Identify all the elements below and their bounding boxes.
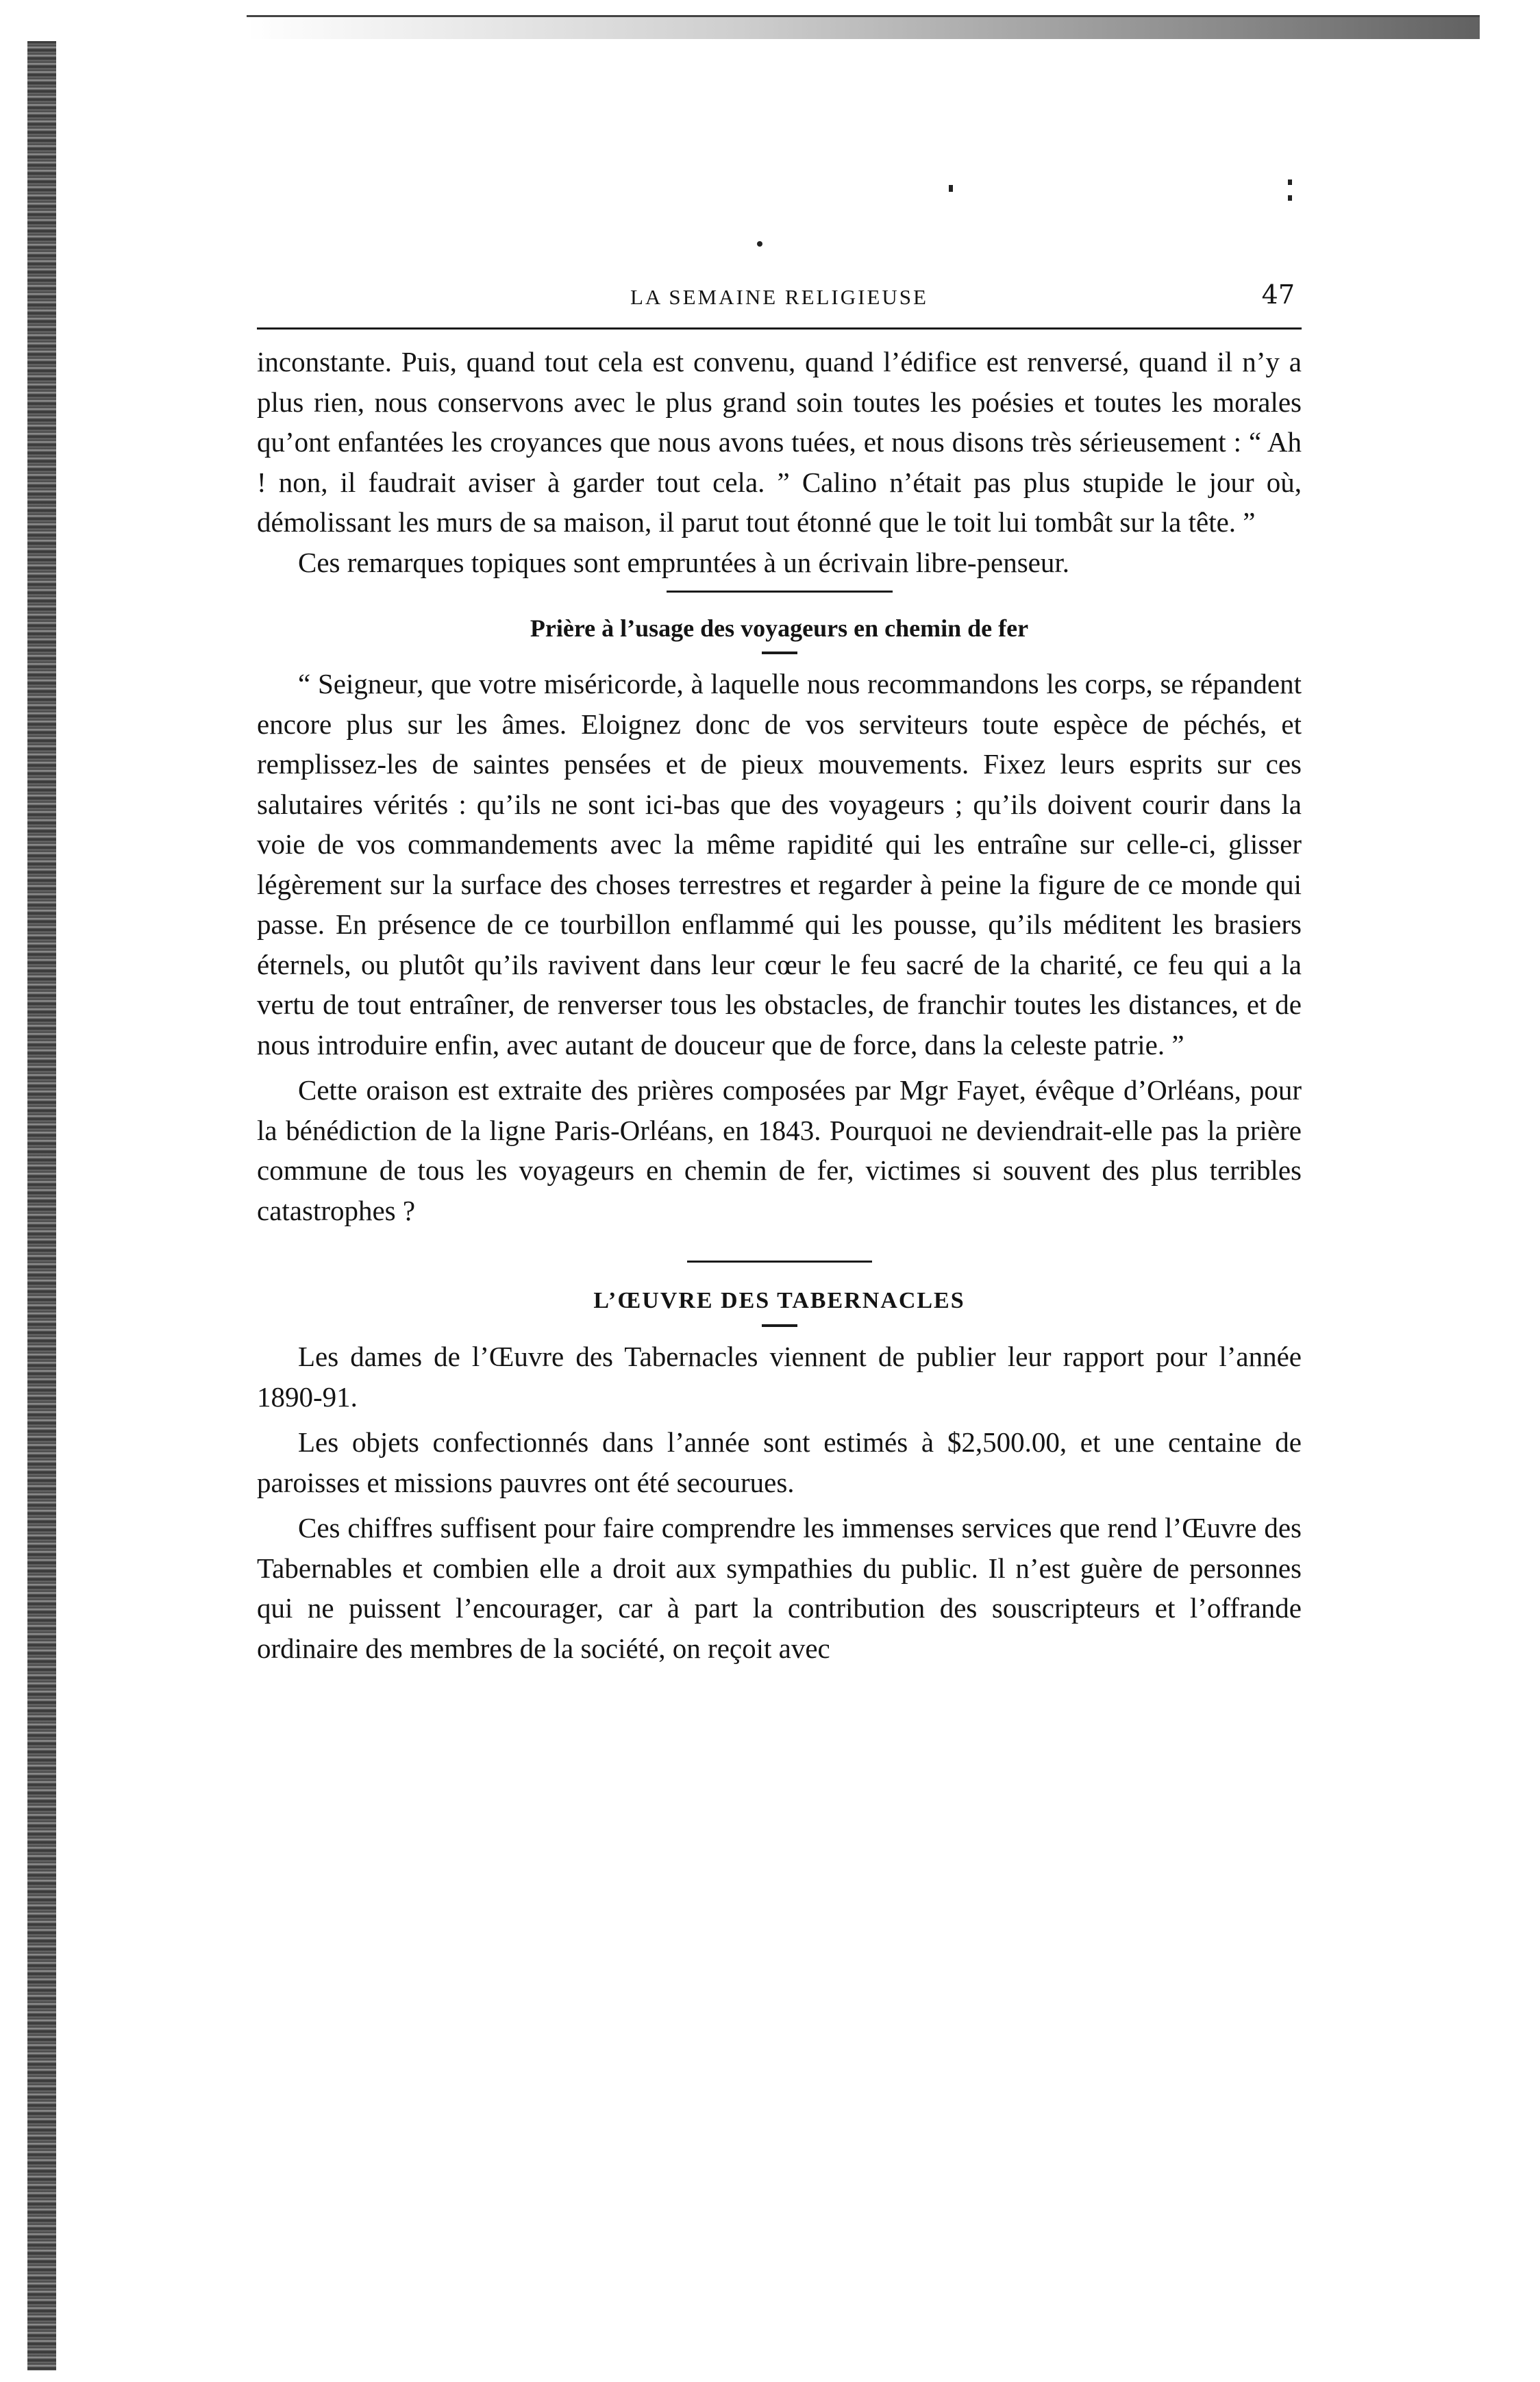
scan-top-edge bbox=[247, 15, 1480, 39]
section-title: L’ŒUVRE DES TABERNACLES bbox=[593, 1288, 965, 1313]
paragraph: Cette oraison est extraite des prières composées par Mgr Fayet, évêque d’Orléans, pour la bénédiction de la ligne Paris-Orléans, en 1843. Pourquoi ne deviendrait-elle pas la prière commune de tous les voyageurs en chemin de fer, victimes si souvent des plus terribles catastrophes ? bbox=[257, 1074, 1302, 1226]
stray-ink-mark bbox=[757, 241, 762, 247]
paragraph: Ces chiffres suffisent pour faire comprendre les immenses services que rend l’Œuvre des Tabernables et combien elle a droit aux sympathies du public. Il n’est guère de personnes qui ne puissent l’encourager, car à part la contribution des souscripteurs et l’offrande ordinaire des membres de la société, on reçoit avec bbox=[257, 1512, 1302, 1664]
paragraph: inconstante. Puis, quand tout cela est convenu, quand l’édifice est renversé, quand il n’y a plus rien, nous conservons avec le plus grand soin toutes les poésies et toutes les morales qu’ont enfantées les croyances que nous avons tuées, et nous disons très sérieusement : “ Ah ! non, il faudrait aviser à garder tout cela. ” Calino n’était pas plus stupide le jour où, démolissant les murs de sa maison, il parut tout étonné que le toit lui tombât sur la tête. ” bbox=[257, 346, 1302, 538]
running-head-title: LA SEMAINE RELIGIEUSE bbox=[630, 285, 928, 309]
paragraph: Les dames de l’Œuvre des Tabernacles viennent de publier leur rapport pour l’année 1890-91. bbox=[257, 1341, 1302, 1413]
running-head bbox=[257, 274, 1302, 315]
paragraph: Ces remarques topiques sont empruntées à un écrivain libre-penseur. bbox=[298, 546, 1070, 578]
page-body bbox=[257, 274, 1302, 1668]
paragraph: “ Seigneur, que votre miséricorde, à laquelle nous recommandons les corps, se répandent encore plus sur les âmes. Eloignez donc de vos serviteurs toute espèce de péchés, et remplissez-les de saintes pensées et de pieux mouvements. Fixez leurs esprits sur ces salutaires vérités : qu’ils ne sont ici-bas que des voyageurs ; qu’ils doivent courir dans la voie de vos commandements avec la même rapidité qui les entraîne sur celle-ci, glisser légèrement sur la surface des choses terrestres et regarder à peine la figure de ce monde qui passe. En présence de ce tourbillon enflammé qui les pousse, qu’ils méditent les brasiers éternels, ou plutôt qu’ils ravivent dans leur cœur le feu sacré de la charité, ce feu qui a la vertu de tout entraîner, de renverser tous les obstacles, de franchir toutes les distances, et de nous introduire enfin, avec autant de douceur que de force, dans la celeste patrie. ” bbox=[257, 668, 1302, 1060]
scan-binding-edge bbox=[27, 41, 56, 2370]
stray-ink-mark bbox=[1288, 179, 1292, 185]
section-divider bbox=[667, 591, 893, 593]
page-number: 47 bbox=[1261, 280, 1295, 310]
section-divider bbox=[687, 1261, 872, 1263]
section-title: Prière à l’usage des voyageurs en chemin de fer bbox=[530, 615, 1029, 642]
stray-ink-mark bbox=[1288, 195, 1292, 201]
title-dash bbox=[762, 1324, 797, 1327]
header-rule bbox=[257, 327, 1302, 330]
paragraph: Les objets confectionnés dans l’année sont estimés à $2,500.00, et une centaine de paroisses et missions pauvres ont été secourues. bbox=[257, 1426, 1302, 1498]
title-dash bbox=[762, 652, 797, 654]
stray-ink-mark bbox=[949, 185, 953, 192]
